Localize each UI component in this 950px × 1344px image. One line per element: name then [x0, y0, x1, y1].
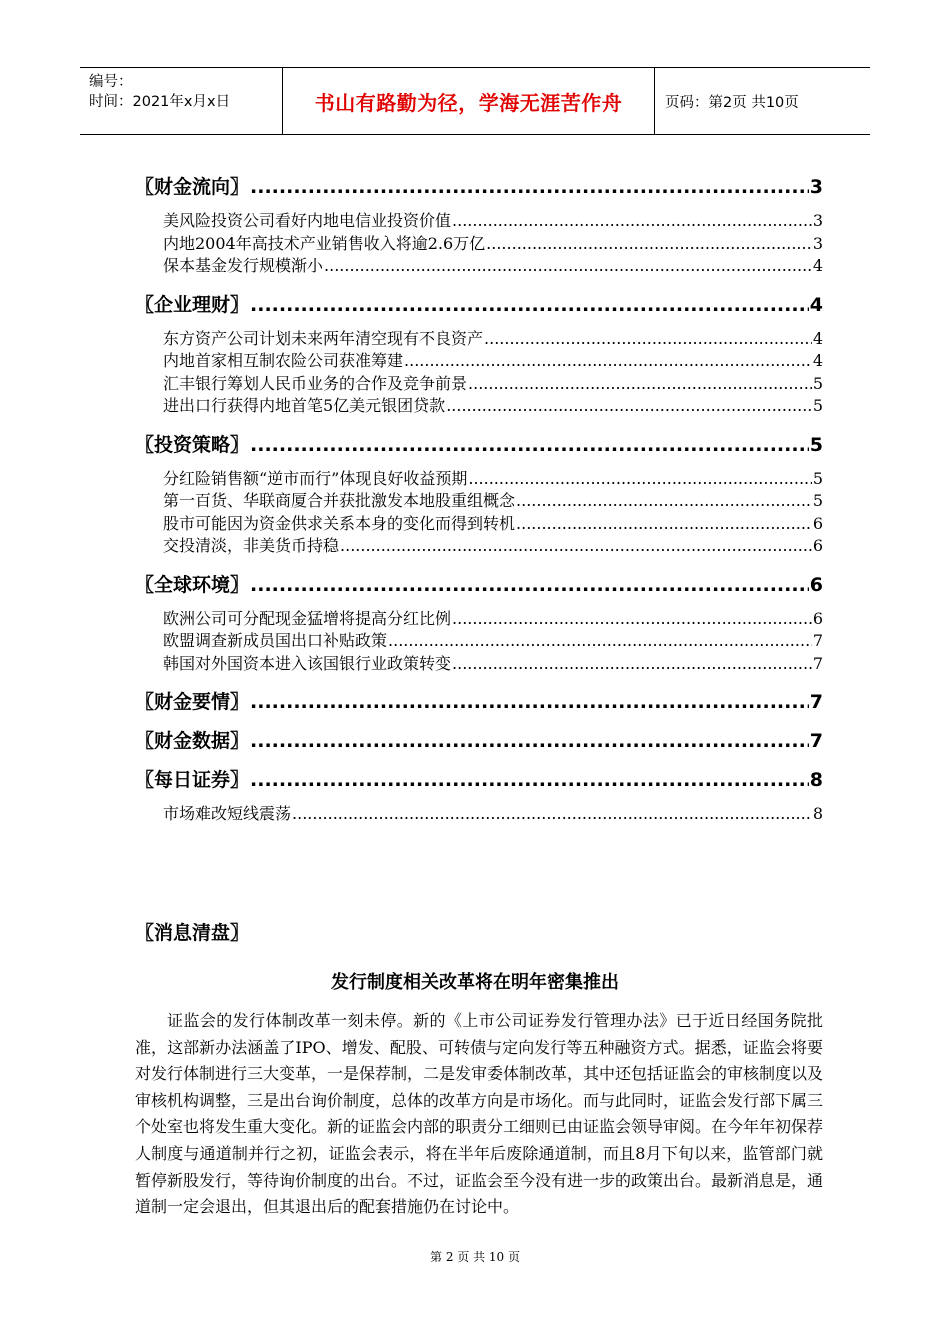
- toc-entry-page: 5: [812, 491, 823, 510]
- toc-entry-title: 东方资产公司计划未来两年清空现有不良资产: [163, 328, 484, 348]
- header-meta: [80, 68, 283, 134]
- toc-dot-leader: [250, 769, 809, 791]
- toc-entry-title: 汇丰银行筹划人民币业务的合作及竞争前景: [163, 373, 468, 393]
- toc-entry-title: 〖财金要情〗: [135, 691, 250, 713]
- toc-dot-leader: [250, 294, 809, 316]
- date-line: 时间：2021年x月x日: [89, 94, 231, 110]
- toc-dot-leader: [292, 804, 812, 823]
- toc-entry-page: 3: [809, 176, 823, 198]
- toc-section-entry[interactable]: [135, 172, 823, 198]
- page-footer: 第 2 页 共 10 页: [430, 1250, 520, 1264]
- toc-entry-page: 4: [812, 328, 823, 348]
- toc-entry[interactable]: [135, 533, 823, 556]
- toc-dot-leader: [452, 654, 812, 673]
- toc-dot-leader: [250, 434, 809, 456]
- toc-entry[interactable]: [135, 231, 823, 254]
- toc-entry-title: 内地2004年高技术产业销售收入将逾2.6万亿: [163, 233, 486, 253]
- toc-entry[interactable]: [135, 511, 823, 534]
- toc-entry-title: 美风险投资公司看好内地电信业投资价值: [163, 211, 452, 230]
- toc-entry-title: 保本基金发行规模渐小: [163, 256, 324, 275]
- toc-entry-page: 7: [809, 730, 823, 752]
- toc-entry-page: 6: [812, 513, 823, 533]
- toc-entry-page: 5: [812, 468, 823, 488]
- toc-entry-title: 欧盟调查新成员国出口补贴政策: [163, 631, 388, 650]
- toc-entry-page: 5: [809, 433, 823, 456]
- toc-dot-leader: [324, 256, 812, 275]
- toc-dot-leader: [250, 176, 809, 198]
- toc-dot-leader: [468, 374, 812, 393]
- toc-dot-leader: [340, 536, 812, 555]
- toc-dot-leader: [452, 609, 812, 628]
- toc-entry-page: 4: [809, 293, 823, 316]
- toc-entry-title: 〖每日证券〗: [135, 769, 250, 791]
- page-header: [80, 67, 870, 135]
- toc-entry-title: 第一百货、华联商厦合并获批激发本地股重组概念: [163, 491, 516, 510]
- toc-entry-page: 7: [809, 691, 823, 713]
- toc-dot-leader: [468, 469, 811, 488]
- toc-entry-page: 6: [809, 573, 823, 596]
- toc-entry-title: 〖全球环境〗: [135, 573, 250, 596]
- toc-entry-title: 〖财金数据〗: [135, 730, 250, 752]
- toc-entry[interactable]: [135, 371, 823, 394]
- toc-section-entry[interactable]: [135, 765, 823, 791]
- toc-entry[interactable]: [135, 326, 823, 349]
- toc-section-entry[interactable]: [135, 430, 823, 456]
- toc-dot-leader: [516, 514, 812, 533]
- toc-entry[interactable]: [135, 253, 823, 276]
- toc-entry-title: 分红险销售额“逆市而行”体现良好收益预期: [163, 468, 468, 488]
- toc-dot-leader: [250, 574, 809, 596]
- toc-section-entry[interactable]: [135, 290, 823, 316]
- toc-entry[interactable]: [135, 801, 823, 824]
- toc-entry-title: 进出口行获得内地首笔5亿美元银团贷款: [163, 396, 446, 415]
- toc-entry-page: 7: [812, 631, 823, 650]
- toc-entry-title: 〖财金流向〗: [135, 176, 250, 198]
- toc-entry[interactable]: [135, 208, 823, 231]
- toc-entry[interactable]: [135, 393, 823, 416]
- table-of-contents: [135, 172, 823, 824]
- toc-dot-leader: [452, 211, 812, 230]
- toc-section-entry[interactable]: [135, 687, 823, 713]
- toc-section-entry[interactable]: [135, 570, 823, 596]
- toc-entry-page: 4: [812, 351, 823, 370]
- toc-entry-page: 6: [812, 608, 823, 628]
- toc-entry[interactable]: [135, 628, 823, 651]
- header-page-info: 页码：第2页 共10页: [665, 94, 799, 111]
- toc-entry-page: 8: [812, 804, 823, 823]
- article-body: 证监会的发行体制改革一刻未停。新的《上市公司证券发行管理办法》已于近日经国务院批准，这部新办法涵盖了IPO、增发、配股、可转债与定向发行等五种融资方式。据悉，证监会将要对发行体制进行三大变革，一是保荐制，二是发审委体制改革，其中还包括证监会的审核制度以及审核机构调整，三是出台询价制度，总体的改革方向是市场化。而与此同时，证监会发行部下属三个处室也将发生重大变化。新的证监会内部的职责分工细则已由证监会领导审阅。在今年年初保荐人制度与通道制并行之初，证监会表示，将在半年后废除通道制，而且8月下旬以来，监管部门就暂停新股发行，等待询价制度的出台。不过，证监会至今没有进一步的政策出台。最新消息是，通道制一定会退出，但其退出后的配套措施仍在讨论中。: [135, 1011, 824, 1217]
- toc-dot-leader: [446, 396, 812, 415]
- toc-entry-page: 5: [812, 396, 823, 415]
- toc-entry-page: 7: [812, 653, 823, 673]
- number-label: 编号：: [89, 74, 133, 90]
- toc-entry-title: 股市可能因为资金供求关系本身的变化而得到转机: [163, 513, 516, 533]
- toc-dot-leader: [388, 631, 812, 650]
- toc-entry[interactable]: [135, 466, 823, 489]
- toc-entry-page: 8: [809, 769, 823, 791]
- toc-entry-title: 〖投资策略〗: [135, 433, 250, 456]
- section-tag: 〖消息清盘〗: [135, 922, 250, 944]
- toc-entry-title: 内地首家相互制农险公司获准筹建: [163, 351, 404, 370]
- toc-entry-title: 韩国对外国资本进入该国银行业政策转变: [163, 653, 452, 673]
- toc-entry-page: 6: [812, 536, 823, 555]
- toc-entry[interactable]: [135, 651, 823, 674]
- toc-dot-leader: [404, 351, 812, 370]
- toc-dot-leader: [484, 329, 812, 348]
- header-motto: 书山有路勤为径，学海无涯苦作舟: [283, 68, 655, 134]
- toc-dot-leader: [250, 730, 809, 752]
- toc-entry-title: 交投清淡，非美货币持稳: [163, 536, 340, 555]
- toc-dot-leader: [516, 491, 812, 510]
- toc-entry-title: 〖企业理财〗: [135, 293, 250, 316]
- toc-dot-leader: [486, 234, 812, 253]
- toc-entry-title: 市场难改短线震荡: [163, 804, 292, 823]
- toc-entry[interactable]: [135, 348, 823, 371]
- toc-entry-page: 3: [812, 211, 823, 230]
- toc-entry[interactable]: [135, 488, 823, 511]
- toc-entry[interactable]: [135, 606, 823, 629]
- toc-entry-page: 4: [812, 256, 823, 275]
- toc-entry-page: 5: [812, 373, 823, 393]
- article-title: 发行制度相关改革将在明年密集推出: [331, 972, 619, 993]
- toc-entry-title: 欧洲公司可分配现金猛增将提高分红比例: [163, 608, 452, 628]
- toc-entry-page: 3: [812, 233, 823, 253]
- toc-section-entry[interactable]: [135, 726, 823, 752]
- toc-dot-leader: [250, 691, 809, 713]
